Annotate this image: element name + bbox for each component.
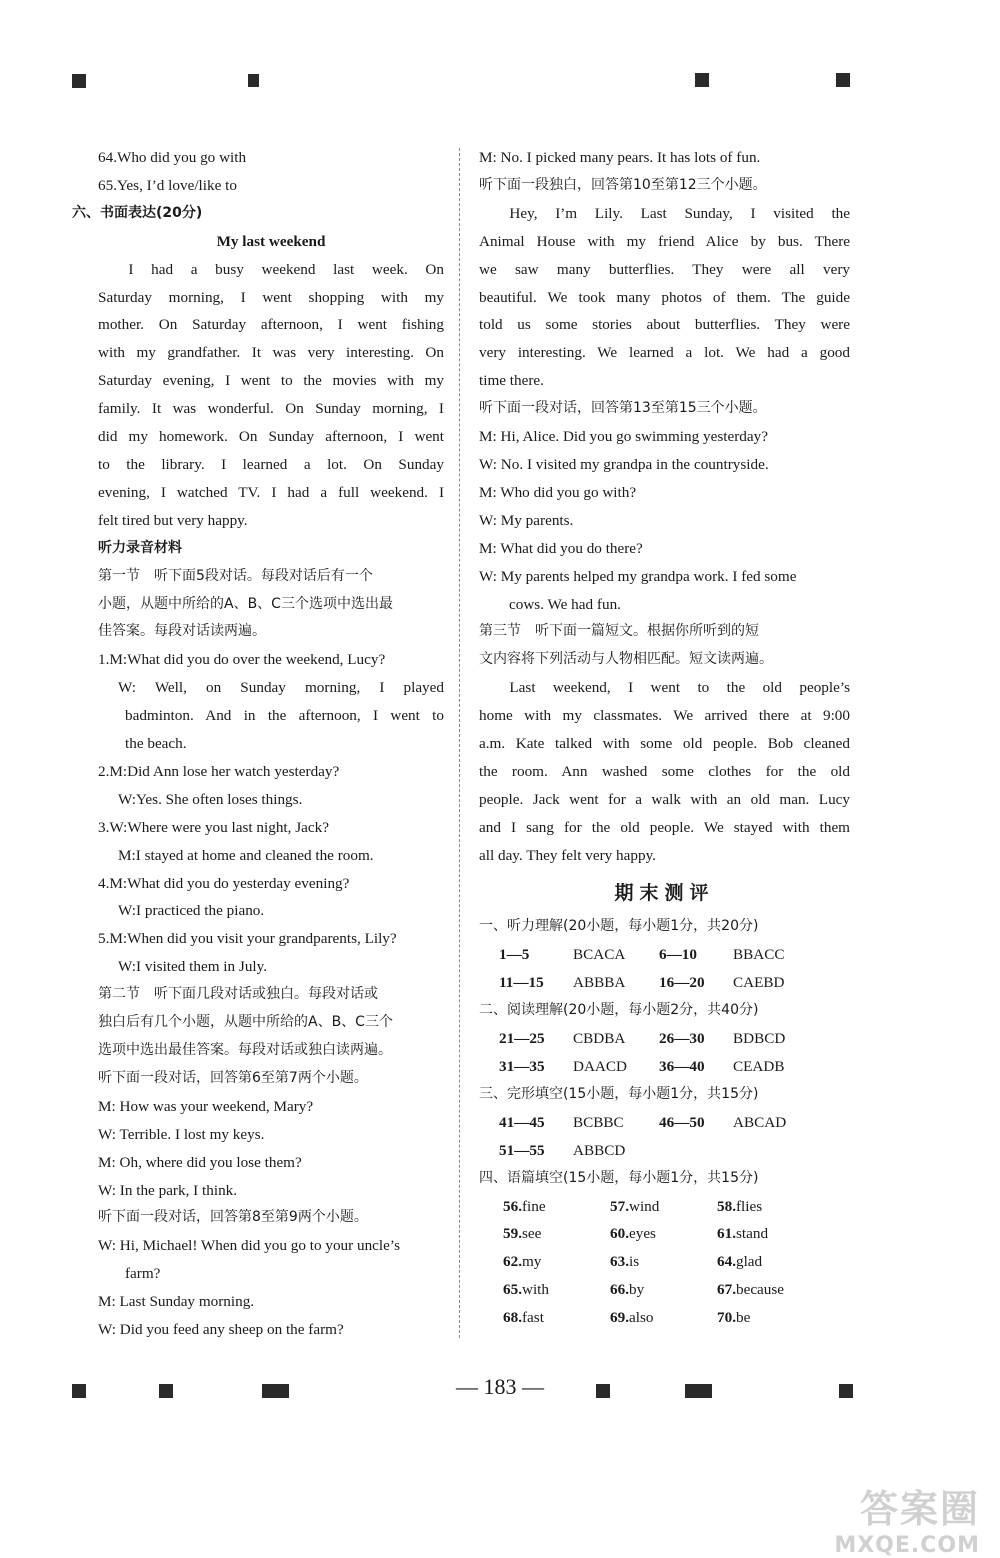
part2-instruction: 独白后有几个小题，从题中所给的A、B、C三个 (98, 1014, 393, 1031)
page-number: — 183 — (456, 1374, 544, 1399)
fill-answer (717, 1220, 824, 1248)
answer-range: 26—30 (659, 1030, 705, 1048)
conversation-line: W: Hi, Michael! When did you go to your uncle’s (98, 1237, 400, 1255)
essay-line: did my homework. On Sunday afternoon, I went (98, 428, 444, 446)
fill-number: 60. (610, 1225, 629, 1243)
speaker: M: (98, 1153, 116, 1171)
answer-key: BCACA (573, 946, 626, 964)
answer-range: 46—50 (659, 1113, 705, 1131)
conversation-line: farm? (125, 1265, 161, 1283)
watermark-url: MXQE.COM (834, 1533, 980, 1558)
fill-word: my (521, 1253, 542, 1271)
conversation-line: W: My parents. (479, 511, 574, 529)
conversation-line (98, 1149, 444, 1177)
dialogue-3-w: 3.W:Where were you last night, Jack? (98, 818, 329, 836)
fill-answer (717, 1193, 824, 1221)
essay-line: to the library. I learned a lot. On Sunday (98, 455, 444, 473)
fill-answer (717, 1248, 824, 1276)
conversation-line: M: Who did you go with? (479, 483, 637, 501)
section-heading-cloze: 三、完形填空(15小题，每小题1分，共15分) (479, 1085, 759, 1102)
answer-row (479, 1053, 850, 1081)
left-column (72, 144, 444, 1344)
fill-word: fine (521, 1197, 546, 1215)
fill-answer (503, 1248, 610, 1276)
answer-range: 6—10 (659, 946, 697, 964)
fill-row (479, 1193, 850, 1221)
answer-key: BDBCD (733, 1030, 786, 1048)
dialogue-1-w: badminton. And in the afternoon, I went to (125, 707, 444, 725)
fill-answer (503, 1220, 610, 1248)
monologue-line: Hey, I’m Lily. Last Sunday, I visited the (509, 204, 850, 222)
fill-number: 61. (717, 1225, 736, 1243)
conversation-line: W: No. I visited my grandpa in the countryside. (479, 455, 769, 473)
dialogue-4-m: 4.M:What did you do yesterday evening? (98, 874, 350, 892)
fill-number: 62. (503, 1253, 522, 1271)
passage-line: all day. They felt very happy. (479, 846, 656, 864)
essay-title: My last weekend (216, 232, 326, 250)
utterance: Terrible. I lost my keys. (119, 1125, 265, 1143)
answer-range: 51—55 (499, 1141, 545, 1159)
conversation-line: cows. We had fun. (509, 595, 621, 613)
fill-number: 63. (610, 1253, 629, 1271)
answer-range: 1—5 (499, 946, 530, 964)
passage-line: people. Jack went for a walk with an old man. Lucy (479, 790, 850, 808)
essay-line: Saturday evening, I went to the movies with my (98, 372, 444, 390)
fill-answer (503, 1304, 610, 1332)
conversation-line: M: No. I picked many pears. It has lots of fun. (479, 149, 761, 166)
fill-answer (610, 1220, 717, 1248)
dialogue-5-w: W:I visited them in July. (118, 958, 268, 976)
conversation-line: M: Last Sunday morning. (98, 1293, 255, 1311)
essay-line: felt tired but very happy. (98, 511, 248, 529)
fill-word: glad (735, 1253, 763, 1271)
utterance: How was your weekend, Mary? (119, 1097, 314, 1115)
fill-number: 58. (717, 1197, 736, 1215)
registration-mark-top-3 (695, 73, 709, 87)
answer-key: ABCAD (733, 1113, 787, 1131)
conversation-line: W: My parents helped my grandpa work. I fed some (479, 567, 797, 585)
answer-row (479, 1025, 850, 1053)
answer-key: ABBCD (573, 1141, 626, 1159)
dialogue-1-m: 1.M:What did you do over the weekend, Lucy? (98, 651, 386, 669)
answer-row (479, 941, 850, 969)
fill-word: be (735, 1309, 751, 1327)
answer-key: ABBBA (573, 974, 626, 992)
essay-line: mother. On Saturday afternoon, I went fishing (98, 316, 444, 334)
conversation-line: M: Hi, Alice. Did you go swimming yesterday? (479, 428, 768, 446)
answer-row (479, 1109, 850, 1137)
part2-instruction: 选项中选出最佳答案。每段对话或独白读两遍。 (98, 1042, 392, 1058)
answer-64: 64.Who did you go with (98, 149, 247, 166)
monologue-line: very interesting. We learned a lot. We had a good (479, 344, 850, 362)
section-heading-listening: 一、听力理解(20小题，每小题1分，共20分) (479, 918, 759, 935)
fill-number: 69. (610, 1309, 629, 1327)
dialogue-5-m: 5.M:When did you visit your grandparents, Lily? (98, 930, 397, 948)
fill-number: 66. (610, 1281, 629, 1299)
fill-row (479, 1220, 850, 1248)
speaker: W: (98, 1181, 116, 1199)
fill-answer (717, 1276, 824, 1304)
fill-number: 68. (503, 1309, 522, 1327)
monologue-line: Animal House with my friend Alice by bus. There (479, 232, 850, 250)
answer-key: BBACC (733, 946, 785, 964)
right-column (479, 144, 850, 1332)
conversation-line (98, 1177, 444, 1205)
listening-heading: 听力录音材料 (98, 539, 182, 556)
fill-number: 67. (717, 1281, 736, 1299)
answer-key: BCBBC (573, 1113, 624, 1131)
answer-65: 65.Yes, I’d love/like to (98, 176, 237, 194)
conversation-line: W: Did you feed any sheep on the farm? (98, 1321, 344, 1339)
fill-word: wind (628, 1197, 660, 1215)
answer-key: CEADB (733, 1058, 785, 1075)
answer-range: 11—15 (499, 974, 544, 992)
fill-answer (717, 1304, 824, 1332)
answer-key: CAEBD (733, 974, 785, 992)
answer-range: 21—25 (499, 1030, 545, 1048)
fill-answer (610, 1276, 717, 1304)
essay-line: family. It was wonderful. On Sunday morning, I (98, 400, 444, 418)
fill-word: because (735, 1281, 785, 1299)
passage-line: home with my classmates. We arrived there at 9:00 (479, 707, 850, 725)
passage-line: and I sang for the old people. We stayed with them (479, 818, 850, 836)
dialogue-3-m: M:I stayed at home and cleaned the room. (118, 846, 374, 864)
dialogue-2-m: 2.M:Did Ann lose her watch yesterday? (98, 762, 340, 780)
fill-word: fast (521, 1309, 544, 1327)
fill-number: 65. (503, 1281, 522, 1299)
monologue-line: told us some stories about butterflies. They were (479, 316, 850, 334)
intro-questions-6-7: 听下面一段对话，回答第6至第7两个小题。 (98, 1069, 368, 1086)
answer-range: 16—20 (659, 974, 705, 992)
registration-mark-top-2 (248, 74, 259, 87)
watermark (790, 1478, 980, 1558)
conversation-line (98, 1093, 444, 1121)
fill-answer (610, 1248, 717, 1276)
essay-line: Saturday morning, I went shopping with my (98, 288, 444, 306)
conversation-line (98, 1121, 444, 1149)
fill-word: see (521, 1225, 542, 1243)
dialogue-4-w: W:I practiced the piano. (118, 902, 265, 920)
essay-line: with my grandfather. It was very interesting. On (98, 344, 444, 362)
column-divider (459, 148, 460, 1338)
part1-instruction: 佳答案。每段对话读两遍。 (98, 623, 266, 640)
registration-mark-top-1 (72, 74, 86, 88)
intro-questions-10-12: 听下面一段独白，回答第10至第12三个小题。 (479, 176, 767, 193)
answer-range: 41—45 (499, 1113, 545, 1131)
speaker: W: (98, 1125, 116, 1143)
fill-number: 70. (717, 1309, 736, 1327)
answer-range: 36—40 (659, 1058, 705, 1075)
intro-questions-8-9: 听下面一段对话，回答第8至第9两个小题。 (98, 1209, 368, 1226)
speaker: M: (98, 1097, 116, 1115)
utterance: Oh, where did you lose them? (119, 1153, 302, 1171)
dialogue-1-w: the beach. (125, 735, 187, 753)
essay-body (98, 256, 444, 535)
answer-row (479, 1137, 850, 1165)
fill-answer (503, 1276, 610, 1304)
section-heading-reading: 二、阅读理解(20小题，每小题2分，共40分) (479, 1002, 759, 1019)
section-heading-fill-in: 四、语篇填空(15小题，每小题1分，共15分) (479, 1169, 759, 1186)
fill-row (479, 1248, 850, 1276)
part3-instruction: 第三节 听下面一篇短文。根据你所听到的短 (479, 623, 759, 640)
answer-range: 31—35 (499, 1058, 545, 1075)
fill-row (479, 1304, 850, 1332)
answer-key: DAACD (573, 1058, 628, 1075)
monologue-line: time there. (479, 372, 544, 390)
fill-word: eyes (628, 1225, 656, 1243)
fill-answer (610, 1193, 717, 1221)
fill-answer (610, 1304, 717, 1332)
answer-key: CBDBA (573, 1030, 626, 1048)
conversation-line: M: What did you do there? (479, 539, 643, 557)
fill-number: 56. (503, 1197, 522, 1215)
fill-number: 59. (503, 1225, 522, 1243)
passage (479, 674, 850, 869)
registration-mark-top-4 (836, 73, 850, 87)
section-heading-writing: 六、书面表达(20分) (72, 204, 203, 221)
intro-questions-13-15: 听下面一段对话，回答第13至第15三个小题。 (479, 400, 767, 417)
fill-number: 57. (610, 1197, 629, 1215)
utterance: In the park, I think. (119, 1181, 238, 1199)
passage-line: Last weekend, I went to the old people’s (509, 679, 850, 697)
part1-instruction: 第一节 听下面5段对话。每段对话后有一个 (98, 567, 373, 584)
watermark-logo: 答案圈 (859, 1487, 980, 1531)
dialogue-2-w: W:Yes. She often loses things. (118, 790, 303, 808)
fill-number: 64. (717, 1253, 736, 1271)
fill-word: flies (735, 1197, 763, 1215)
essay-line: evening, I watched TV. I had a full weekend. I (98, 483, 444, 501)
fill-word: with (521, 1281, 549, 1299)
monologue-line: beautiful. We took many photos of them. The guide (479, 288, 850, 306)
fill-row (479, 1276, 850, 1304)
dialogue-1-w: W: Well, on Sunday morning, I played (118, 679, 444, 697)
part1-instruction: 小题，从题中所给的A、B、C三个选项中选出最 (98, 595, 393, 612)
fill-word: is (628, 1253, 640, 1271)
essay-line: I had a busy weekend last week. On (128, 260, 444, 278)
monologue (479, 200, 850, 395)
fill-word: also (628, 1309, 654, 1327)
monologue-line: we saw many butterflies. They were all very (479, 260, 850, 278)
fill-word: stand (735, 1225, 769, 1243)
answer-row (479, 969, 850, 997)
passage-line: the room. Ann washed some clothes for the old (479, 762, 850, 780)
part2-instruction: 第二节 听下面几段对话或独白。每段对话或 (98, 986, 378, 1003)
passage-line: a.m. Kate talked with some old people. Bob cleaned (479, 735, 850, 753)
fill-answer (503, 1193, 610, 1221)
part3-instruction: 文内容将下列活动与人物相匹配。短文读两遍。 (479, 651, 773, 668)
fill-word: by (628, 1281, 645, 1299)
exam-title: 期末测评 (614, 881, 715, 904)
